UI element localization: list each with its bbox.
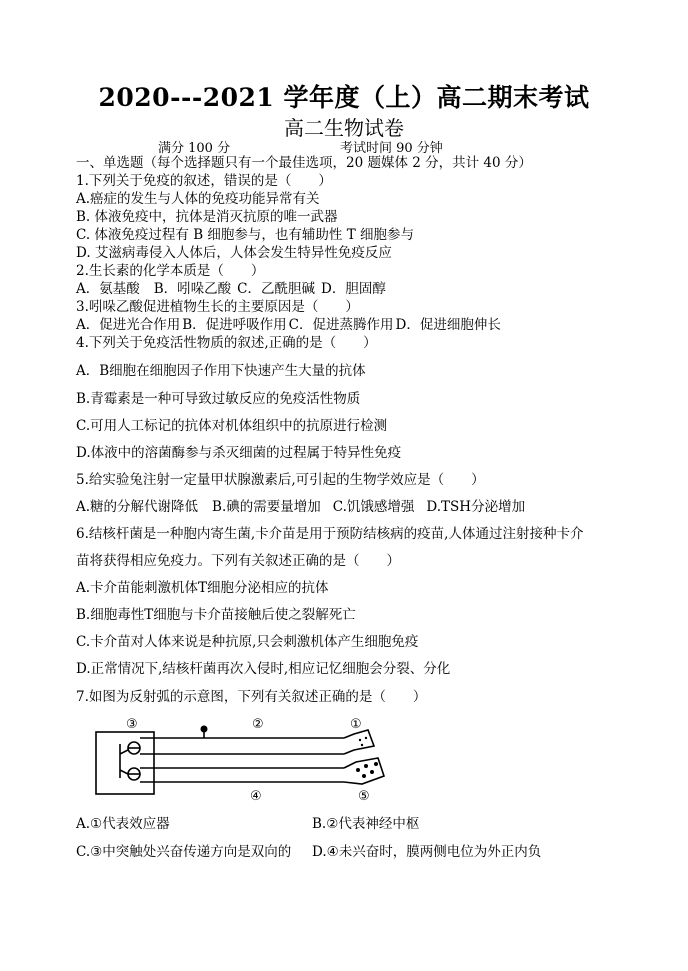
q7-option-a: A.①代表效应器 xyxy=(76,816,170,832)
exam-time: 考试时间 90 分钟 xyxy=(340,141,443,156)
q7-option-b: B.②代表神经中枢 xyxy=(312,816,420,832)
q6-option-d: D.正常情况下,结核杆菌再次入侵时,相应记忆细胞会分裂、分化 xyxy=(76,661,451,677)
q4-option-b: B.青霉素是一种可导致过敏反应的免疫活性物质 xyxy=(76,391,361,407)
reflex-arc-diagram xyxy=(92,716,392,806)
q3-option-a: A．促进光合作用 xyxy=(76,317,181,333)
q5-options xyxy=(76,498,525,516)
q2-option-c: C．乙酰胆碱 xyxy=(237,281,316,297)
q2-option-a: A．氨基酸 xyxy=(76,281,140,297)
q4-stem: 4.下列关于免疫活性物质的叙述,正确的是（ ） xyxy=(76,335,377,351)
q4-option-d: D.体液中的溶菌酶参与杀灭细菌的过程属于特异性免疫 xyxy=(76,445,402,461)
q2-option-b: B．吲哚乙酸 xyxy=(153,281,232,297)
q3-stem: 3.吲哚乙酸促进植物生长的主要原因是（ ） xyxy=(76,299,359,315)
full-score: 满分 100 分 xyxy=(158,141,231,156)
q1-option-b: B. 体液免疫中，抗体是消灭抗原的唯一武器 xyxy=(76,209,338,225)
q7-stem: 7.如图为反射弧的示意图，下列有关叙述正确的是（ ） xyxy=(76,689,427,705)
diagram-label-2: ② xyxy=(252,717,264,732)
diagram-label-3: ③ xyxy=(126,717,138,732)
q3-option-d: D．促进细胞伸长 xyxy=(395,317,501,333)
q1-option-c: C. 体液免疫过程有 B 细胞参与，也有辅助性 T 细胞参与 xyxy=(76,227,415,243)
exam-title: 2020---2021 学年度（上）高二期末考试 xyxy=(98,83,590,112)
q6-option-b: B.细胞毒性T细胞与卡介苗接触后使之裂解死亡 xyxy=(76,607,356,623)
diagram-label-1: ① xyxy=(350,717,362,732)
q6-stem-line1: 6.结核杆菌是一种胞内寄生菌,卡介苗是用于预防结核病的疫苗,人体通过注射接种卡介 xyxy=(76,526,584,542)
q1-stem: 1.下列关于免疫的叙述，错误的是（ ） xyxy=(76,173,332,189)
q2-stem: 2.生长素的化学本质是（ ） xyxy=(76,263,265,279)
diagram-label-4: ④ xyxy=(250,789,262,804)
q3-option-b: B．促进呼吸作用 xyxy=(182,317,287,333)
q3-options xyxy=(76,316,501,334)
q4-option-a: A．B细胞在细胞因子作用下快速产生大量的抗体 xyxy=(76,363,366,379)
q6-option-c: C.卡介苗对人体来说是种抗原,只会刺激机体产生细胞免疫 xyxy=(76,634,419,650)
section-heading: 一、单选题（每个选择题只有一个最佳选项，20 题媒体 2 分，共计 40 分） xyxy=(76,155,532,171)
q2-option-d: D．胆固醇 xyxy=(321,281,386,297)
q5-option-b: B.碘的需要量增加 xyxy=(212,499,321,515)
q1-option-a: A.癌症的发生与人体的免疫功能异常有关 xyxy=(76,191,320,207)
diagram-label-5: ⑤ xyxy=(358,789,370,804)
q3-option-c: C．促进蒸腾作用 xyxy=(288,317,394,333)
q1-option-d: D. 艾滋病毒侵入人体后，人体会发生特异性免疫反应 xyxy=(76,245,392,261)
q6-stem-line2: 苗将获得相应免疫力。下列有关叙述正确的是（ ） xyxy=(76,553,400,569)
q5-option-c: C.饥饿感增强 xyxy=(332,499,415,515)
q5-option-a: A.糖的分解代谢降低 xyxy=(76,499,199,515)
q4-option-c: C.可用人工标记的抗体对机体组织中的抗原进行检测 xyxy=(76,418,388,434)
q7-option-c: C.③中突触处兴奋传递方向是双向的 xyxy=(76,844,292,860)
q7-option-d: D.④未兴奋时，膜两侧电位为外正内负 xyxy=(312,844,542,860)
q5-option-d: D.TSH分泌增加 xyxy=(426,499,526,515)
q6-option-a: A.卡介苗能刺激机体T细胞分泌相应的抗体 xyxy=(76,580,329,596)
q2-options xyxy=(76,280,386,298)
q5-stem: 5.给实验兔注射一定量甲状腺激素后,可引起的生物学效应是（ ） xyxy=(76,472,485,488)
exam-subtitle: 高二生物试卷 xyxy=(284,116,404,140)
